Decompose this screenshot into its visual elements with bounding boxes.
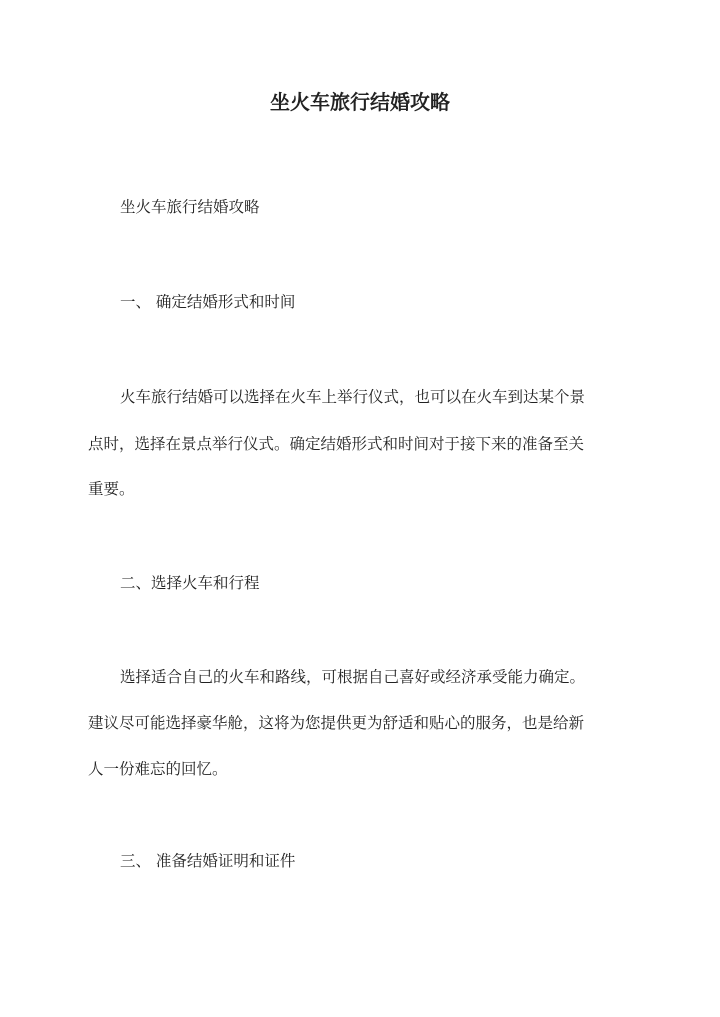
section-heading-1: 一、 确定结婚形式和时间 xyxy=(120,293,296,311)
paragraph-2-line-1: 选择适合自己的火车和路线，可根据自己喜好或经济承受能力确定。 xyxy=(120,668,586,686)
paragraph-1-line-2: 点时，选择在景点举行仪式。确定结婚形式和时间对于接下来的准备至关 xyxy=(88,435,585,453)
section-heading-2: 二、选择火车和行程 xyxy=(120,574,260,592)
paragraph-1-line-3: 重要。 xyxy=(88,480,135,498)
paragraph-1-line-1: 火车旅行结婚可以选择在火车上举行仪式，也可以在火车到达某个景 xyxy=(120,388,586,406)
paragraph-2-line-3: 人一份难忘的回忆。 xyxy=(88,760,228,778)
document-title: 坐火车旅行结婚攻略 xyxy=(270,90,450,114)
document-subtitle: 坐火车旅行结婚攻略 xyxy=(120,198,260,216)
paragraph-2-line-2: 建议尽可能选择豪华舱，这将为您提供更为舒适和贴心的服务，也是给新 xyxy=(88,714,585,732)
section-heading-3: 三、 准备结婚证明和证件 xyxy=(120,852,296,870)
